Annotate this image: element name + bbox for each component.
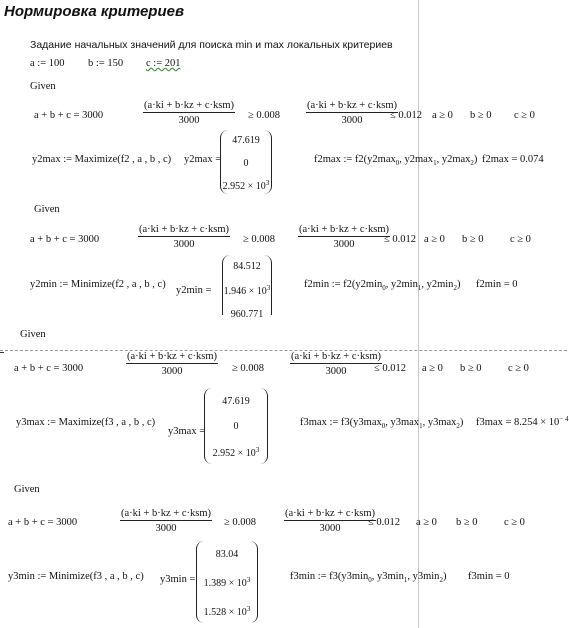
page-break-marker: [0, 352, 4, 353]
given-label: Given: [14, 484, 40, 495]
fraction-upper[interactable]: [290, 351, 382, 377]
fraction-denominator: 3000: [325, 366, 347, 377]
fraction-numerator: (a·ki + b·kz + c·ksm): [299, 224, 389, 235]
fraction-lower[interactable]: [120, 508, 212, 534]
constraint-sum[interactable]: a + b + c = 3000: [34, 110, 104, 121]
nonneg-b[interactable]: b ≥ 0: [470, 110, 492, 121]
nonneg-b[interactable]: b ≥ 0: [460, 363, 482, 374]
vector-element: 47.619: [232, 135, 260, 146]
vector-element: 960.771: [230, 309, 264, 320]
relation-ge: ≥ 0.008: [232, 363, 265, 374]
fraction-numerator: (a·ki + b·kz + c·ksm): [144, 100, 234, 111]
nonneg-b[interactable]: b ≥ 0: [456, 517, 478, 528]
function-call[interactable]: f3max := $f3(y3\max_0$, $y3\max_1$, $y3\max_2$): [300, 417, 464, 431]
vector-name: y3max =: [168, 426, 206, 437]
vector-element: 84.512: [233, 261, 261, 272]
solve-statement[interactable]: y2max := Maximize(f2 , a , b , c): [32, 154, 172, 165]
relation-ge: ≥ 0.008: [224, 517, 257, 528]
page-guide-line: [418, 0, 419, 628]
result-value: f2min = 0: [476, 279, 518, 290]
init-a[interactable]: a := 100: [30, 58, 65, 69]
solve-statement[interactable]: y2min := Minimize(f2 , a , b , c): [30, 279, 166, 290]
solve-statement[interactable]: y3max := Maximize(f3 , a , b , c): [16, 417, 156, 428]
result-vector[interactable]: [196, 541, 258, 623]
fraction-lower[interactable]: [126, 351, 218, 377]
relation-ge: ≥ 0.008: [248, 110, 281, 121]
fraction-denominator: 3000: [155, 523, 177, 534]
function-call[interactable]: f3min := $f3(y3\min_0$, $y3\min_1$, $y3\min_2$): [290, 571, 447, 585]
fraction-denominator: 3000: [319, 523, 341, 534]
vector-element: $1.946 \times 10^3$: [223, 284, 271, 297]
fraction-denominator: 3000: [161, 366, 183, 377]
nonneg-a[interactable]: a ≥ 0: [422, 363, 443, 374]
page-break-line: [0, 350, 567, 351]
nonneg-c[interactable]: c ≥ 0: [504, 517, 525, 528]
vector-element: 0: [243, 158, 249, 169]
fraction-denominator: 3000: [333, 239, 355, 250]
vector-element: 83.04: [215, 549, 239, 560]
init-b[interactable]: b := 150: [88, 58, 124, 69]
function-call[interactable]: f2max := $f2(y2\max_0$, $y2\max_1$, $y2\max_2$): [314, 154, 478, 168]
result-vector[interactable]: [204, 388, 268, 464]
nonneg-c[interactable]: c ≥ 0: [514, 110, 535, 121]
given-label: Given: [30, 81, 56, 92]
fraction-denominator: 3000: [178, 115, 200, 126]
nonneg-b[interactable]: b ≥ 0: [462, 234, 484, 245]
constraint-sum[interactable]: a + b + c = 3000: [14, 363, 84, 374]
fraction-denominator: 3000: [341, 115, 363, 126]
function-call[interactable]: f2min := $f2(y2\min_0$, $y2\min_1$, $y2\min_2$): [304, 279, 461, 293]
relation-le: ≤ 0.012: [374, 363, 407, 374]
fraction-denominator: 3000: [173, 239, 195, 250]
fraction-numerator: (a·ki + b·kz + c·ksm): [285, 508, 375, 519]
relation-le: ≤ 0.012: [384, 234, 417, 245]
init-c[interactable]: c := 201: [146, 58, 181, 69]
vector-element: $2.952 \times 10^3$: [212, 446, 260, 459]
vector-name: y3min =: [160, 574, 196, 585]
vector-element: $1.528 \times 10^3$: [203, 605, 251, 618]
page-title: Нормировка критериев: [4, 3, 185, 20]
result-vector[interactable]: [222, 255, 272, 320]
fraction-numerator: (a·ki + b·kz + c·ksm): [307, 100, 397, 111]
fraction-numerator: (a·ki + b·kz + c·ksm): [139, 224, 229, 235]
nonneg-a[interactable]: a ≥ 0: [416, 517, 437, 528]
given-label: Given: [20, 329, 46, 340]
fraction-numerator: (a·ki + b·kz + c·ksm): [121, 508, 211, 519]
result-value: $f3\max = 8.254 \times 10^{- 4}$: [476, 415, 569, 428]
result-vector[interactable]: [220, 130, 272, 194]
fraction-lower[interactable]: [138, 224, 230, 250]
fraction-upper[interactable]: [298, 224, 390, 250]
nonneg-a[interactable]: a ≥ 0: [424, 234, 445, 245]
solve-statement[interactable]: y3min := Minimize(f3 , a , b , c): [8, 571, 144, 582]
vector-element: $2.952 \times 10^3$: [222, 179, 270, 192]
relation-le: ≤ 0.012: [390, 110, 423, 121]
nonneg-a[interactable]: a ≥ 0: [432, 110, 453, 121]
vector-element: 47.619: [222, 396, 250, 407]
given-label: Given: [34, 204, 60, 215]
fraction-upper[interactable]: [284, 508, 376, 534]
vector-element: 0: [233, 421, 239, 432]
vector-name: y2min =: [176, 285, 212, 296]
nonneg-c[interactable]: c ≥ 0: [508, 363, 529, 374]
fraction-upper[interactable]: [306, 100, 398, 126]
vector-element: $1.389 \times 10^3$: [203, 576, 251, 589]
constraint-sum[interactable]: a + b + c = 3000: [8, 517, 78, 528]
fraction-lower[interactable]: [143, 100, 235, 126]
result-value: f2max = 0.074: [482, 154, 544, 165]
fraction-numerator: (a·ki + b·kz + c·ksm): [291, 351, 381, 362]
subtitle-text: Задание начальных значений для поиска min и max локальных критериев: [30, 39, 393, 51]
relation-ge: ≥ 0.008: [243, 234, 276, 245]
nonneg-c[interactable]: c ≥ 0: [510, 234, 531, 245]
vector-name: y2max =: [184, 154, 222, 165]
fraction-numerator: (a·ki + b·kz + c·ksm): [127, 351, 217, 362]
relation-le: ≤ 0.012: [368, 517, 401, 528]
result-value: f3min = 0: [468, 571, 510, 582]
constraint-sum[interactable]: a + b + c = 3000: [30, 234, 100, 245]
